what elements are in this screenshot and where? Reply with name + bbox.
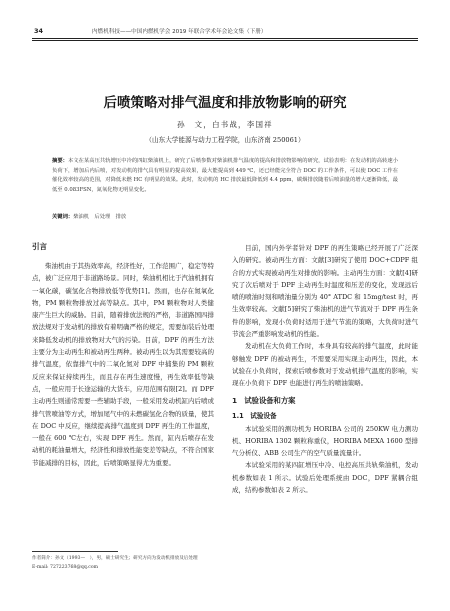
footnote	[32, 555, 217, 572]
keywords	[52, 212, 398, 220]
intro-paragraph: 柴油机由于其热效率高，经济性好，工作范围广，稳定等特点，被广泛应用于非道路场景。同时，柴油机相比于汽油机拥有一氧化碳，碳氢化合物排放低等优势[1]。然而，也存在氮氧化物，PM 颗粒物排放过高等缺点。其中，PM 颗粒物对人类健康产生巨大的威胁。目前，随着排放法规的严格，非道路国四排放法规对于发动机的排放有着明确严格的规定，需要加装后处理来降低发动机的排放物对大气的污染。目前，DPF 的再生方法主要分为主动再生和被动再生两种。被动再生以为其需要较高的排气温度，依靠排气中的二氧化氮对 DPF 中捕集的 PM 颗粒反应来保证持续再生，而且存在再生速度慢，再生效率低等缺点，一般应用于长途运输的大货车，应用范围有限[2]。而 DPF 主动再生则通常需要一些辅助手段，一般采用发动机缸内后喷或排气管喷油等方式，增加尾气中的未燃碳氢化合物的质量，使其在 DOC 中反应，继续提高排气温度到 DPF 再生的工作温度，一般在 600 ℃左右，实现 DPF 再生。然而，缸内后喷存在发动机的耗油量增大，经济性和排放性能变差等缺点，不符合国家节能减排的目标，因此，后喷策略显得尤为重要。	[32, 262, 214, 467]
running-header: 内燃机科技——中国内燃机学会 2019 年联合学术年会论文集（下册）	[92, 29, 267, 35]
abstract-text: 本文在某高压共轨增压中冷的四缸柴油机上，研究了后喷参数对柴油机排气温度的提高和排放物影响的研究，试验表明：在发动机的高转速小负荷下，增加后内后喷，对发动机的排气具有明显的提高效果，最大能提高到 449 ℃，还已经能完全符合 DOC 的工作条件，可以使 DOC 工作在催化效率较高的范围，对降低未燃 HC 有明显的效果。此时，发动机的 HC 排放最低降低到 4.4 ppm，碳烟排放随着后喷油量的增大逐渐降低，最低至 0.083FSN，氮氧化物无明显变化。	[52, 158, 398, 193]
author-email: E-mail: 727223768@qq.com	[32, 564, 98, 570]
abstract	[52, 157, 398, 195]
body-paragraph: 本试验采用的某四缸增压中冷、电控高压共轨柴油机，发动机参数如表 1 所示。试验后处理系统由 DOC，DPF 紧耦合组成，结构参数如表 2 所示。	[232, 461, 418, 495]
body-paragraph: 发动机在大负荷工作时，本身具有较高的排气温度，此时能够触发 DPF 的被动再生，不需要采用实现主动再生，因此，本试验在小负荷时，探索后喷参数对于发动机排气温度的影响，实现在小负荷下 DPF 也能进行再生的喷油策略。	[232, 342, 418, 388]
right-column	[232, 242, 418, 496]
page-number: 34	[34, 27, 44, 35]
footnote-rule	[32, 551, 118, 552]
subsection-heading: 1.1 试验设备	[232, 411, 277, 420]
section-heading: 1 试验设备和方案	[232, 395, 296, 405]
left-column	[32, 241, 214, 469]
body-paragraph: 目前，国内外学者针对 DPF 的再生策略已经开展了广泛深入的研究。被动再生方面：文献[3]研究了使用 DOC+CDPF 组合的方式实现被动再生对排放的影响。主动再生方面：文献[4]研究了次后喷对于 DPF 主动再生时温度和压差的变化，发现远后喷的喷油时刻和喷油量分别为 40° ATDC 和 15mg/test 时，再生效率较高。文献[5]研究了柴油机的进气节流对于 DPF 再生条件的影响，发现小负荷时适用于进气节流的策略，大负荷时进气节流会严重影响发动机的性能。	[232, 244, 418, 339]
paper-title: 后喷策略对排气温度和排放物影响的研究	[103, 95, 347, 111]
header-rule	[32, 38, 418, 39]
affiliation: （山东大学能源与动力工程学院，山东济南 250061）	[145, 136, 305, 144]
author-bio: 作者简介：孙文（1993— ），男，硕士研究生；研究方向为发动机排放及后处理	[32, 556, 198, 561]
header-rule-thin	[32, 40, 418, 41]
authors: 孙 文，白书战，李国祥	[177, 120, 273, 129]
keywords-label: 关键词：	[52, 214, 74, 220]
abstract-label: 摘要：	[52, 158, 68, 164]
intro-heading: 引言	[32, 242, 47, 251]
keywords-text: 柴油机 后处理 排放	[73, 214, 127, 220]
body-paragraph: 本试验采用的测功机为 HORIBA 公司的 250KW 电力测功机、HORIBA 1302 颗粒称重仪，HORIBA MEXA 1600 型排气分析仪、ABB 公司生产的空气质量流量计。	[232, 424, 418, 458]
